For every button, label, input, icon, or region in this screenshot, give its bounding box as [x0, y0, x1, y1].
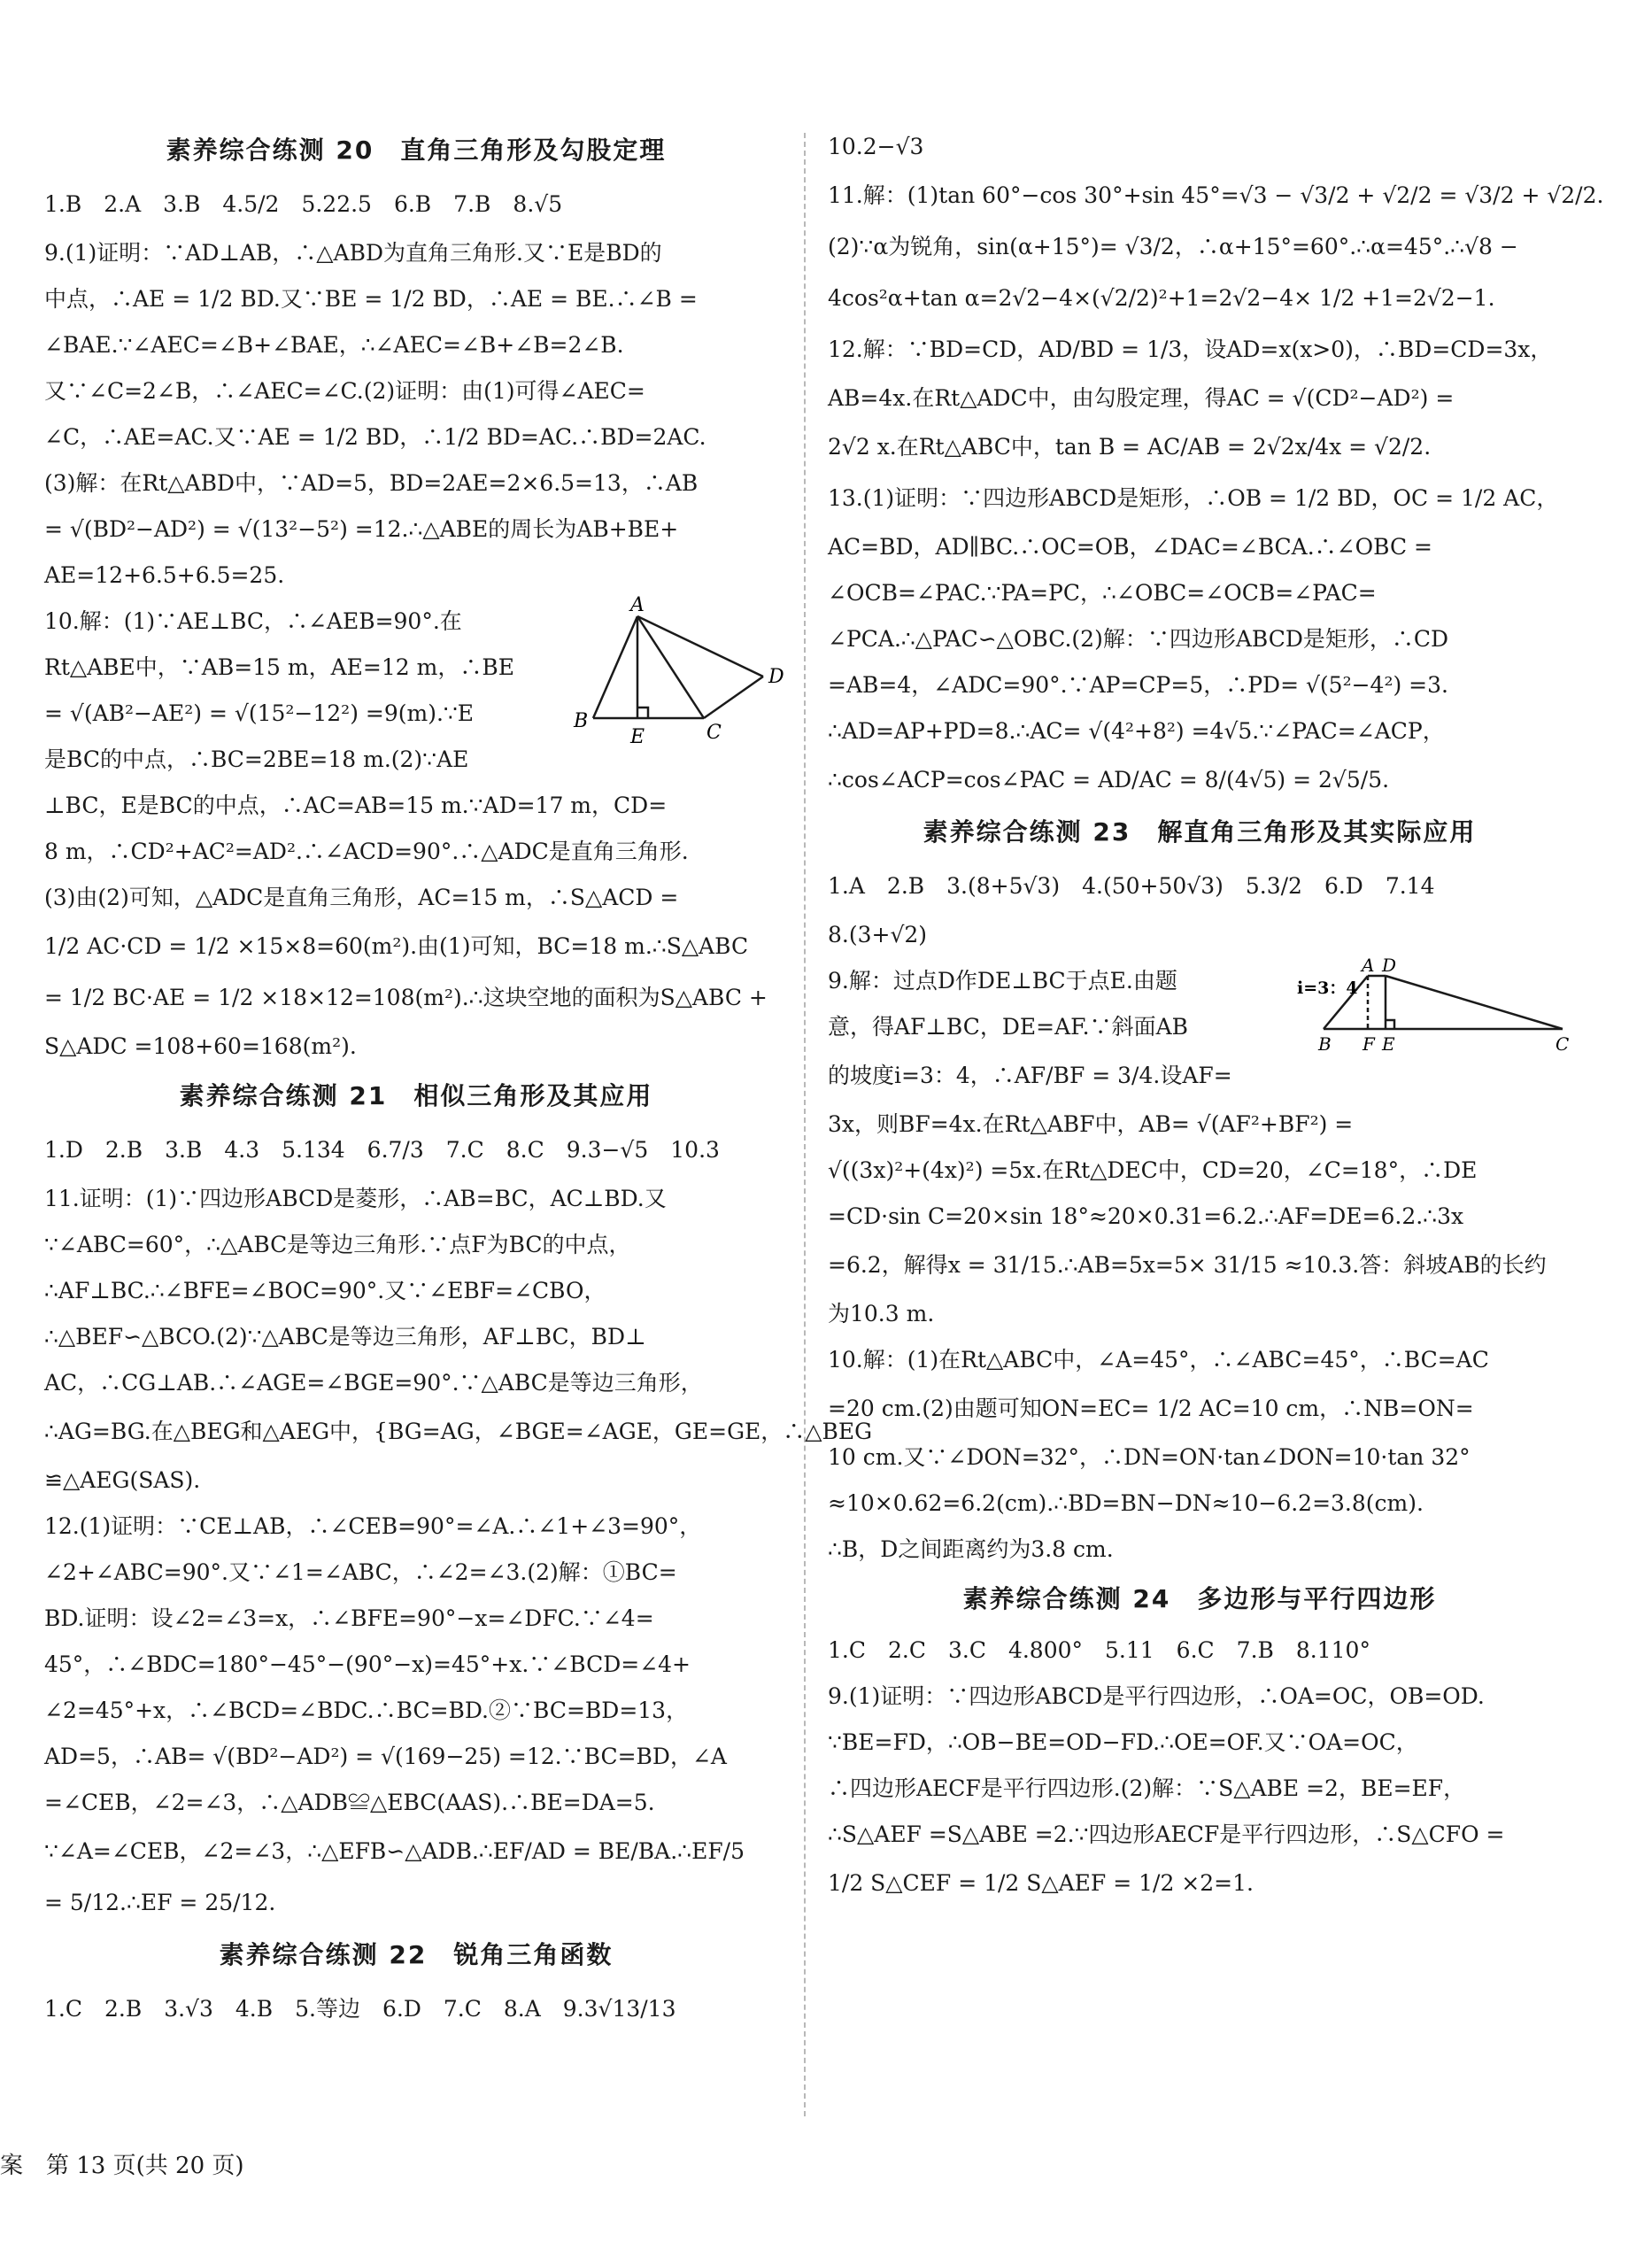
text-line: =CD·sin C=20×sin 18°≈20×0.31=6.2.∴AF=DE=6.2.∴3x [828, 1203, 1464, 1229]
text-line: 又∵∠C=2∠B，∴∠AEC=∠C.(2)证明：由(1)可得∠AEC= [44, 378, 645, 404]
text-line: 10.解：(1)在Rt△ABC中，∠A=45°，∴∠ABC=45°，∴BC=AC [828, 1347, 1489, 1373]
text-line: AE=12+6.5+6.5=25. [44, 562, 285, 588]
text-line: 1.C 2.B 3.√3 4.B 5.等边 6.D 7.C 8.A 9.3√13/13 [44, 1996, 676, 2022]
text-line: ∠C，∴AE=AC.又∵AE = 1/2 BD，∴1/2 BD=AC.∴BD=2AC. [44, 424, 706, 450]
text-line: 9.解：过点D作DE⊥BC于点E.由题 [828, 968, 1177, 994]
text-line: 9.(1)证明：∵四边形ABCD是平行四边形，∴OA=OC，OB=OD. [828, 1683, 1485, 1709]
text-line: ∠BAE.∵∠AEC=∠B+∠BAE，∴∠AEC=∠B+∠B=2∠B. [44, 332, 624, 358]
text-line: = 5/12.∴EF = 25/12. [44, 1890, 276, 1915]
section-title-21: 素养综合练测 21 相似三角形及其应用 [179, 1081, 653, 1110]
text-line: ⊥BC，E是BC的中点，∴AC=AB=15 m.∵AD=17 m，CD= [44, 793, 668, 818]
q9-text [828, 958, 1297, 1102]
text-line: = √(BD²−AD²) = √(13²−5²) =12.∴△ABE的周长为AB+BE+ [44, 516, 679, 542]
text-line: = √(AB²−AE²) = √(15²−12²) =9(m).∵E [44, 700, 475, 726]
text-line: = 1/2 BC·AE = 1/2 ×18×12=108(m²).∴这块空地的面积为S△ABC + [44, 985, 768, 1010]
text-line: ∴AF⊥BC.∴∠BFE=∠BOC=90°.又∵∠EBF=∠CBO， [44, 1278, 606, 1303]
text-line: ∴B，D之间距离约为3.8 cm. [828, 1536, 1114, 1562]
text-line: 的坡度i=3：4，∴AF/BF = 3/4.设AF= [828, 1063, 1232, 1088]
text-line: 1/2 S△CEF = 1/2 S△AEF = 1/2 ×2=1. [828, 1870, 1254, 1896]
text-line: (3)解：在Rt△ABD中，∵AD=5，BD=2AE=2×6.5=13，∴AB [44, 470, 699, 496]
triangle-abcd-figure [567, 594, 788, 776]
text-line: 2√2 x.在Rt△ABC中，tan B = AC/AB = 2√2x/4x = √2/2. [828, 434, 1432, 460]
label-b: B [574, 710, 589, 732]
label-d: D [768, 666, 784, 688]
text-line: 45°，∴∠BDC=180°−45°−(90°−x)=45°+x.∵∠BCD=∠4+ [44, 1651, 691, 1677]
label-c: C [706, 722, 722, 744]
q10-text [44, 599, 567, 783]
label-f: F [1363, 1033, 1375, 1055]
text-line: 11.证明：(1)∵四边形ABCD是菱形，∴AB=BC，AC⊥BD.又 [44, 1186, 667, 1211]
text-line: AC，∴CG⊥AB.∴∠AGE=∠BGE=90°.∵△ABC是等边三角形， [44, 1370, 703, 1396]
text-line: ∴S△AEF =S△ABE =2.∵四边形AECF是平行四边形，∴S△CFO = [828, 1821, 1505, 1847]
text-line: 1.A 2.B 3.(8+5√3) 4.(50+50√3) 5.3/2 6.D 7.14 [828, 873, 1435, 899]
text-line: 12.(1)证明：∵CE⊥AB，∴∠CEB=90°=∠A.∴∠1+∠3=90°， [44, 1513, 702, 1539]
text-line: ∴cos∠ACP=cos∠PAC = AD/AC = 8/(4√5) = 2√5/5. [828, 767, 1390, 793]
column-divider [804, 133, 806, 2116]
text-line: ∵BE=FD，∴OB−BE=OD−FD.∴OE=OF.又∵OA=OC， [828, 1729, 1418, 1755]
text-line: AB=4x.在Rt△ADC中，由勾股定理，得AC = √(CD²−AD²) = [828, 385, 1455, 411]
label-d: D [1382, 955, 1397, 976]
text-line: 中点，∴AE = 1/2 BD.又∵BE = 1/2 BD，∴AE = BE.∴∠B = [44, 286, 698, 312]
text-line: ∴四边形AECF是平行四边形.(2)解：∵S△ABE =2，BE=EF， [828, 1775, 1466, 1801]
text-line: 1.B 2.A 3.B 4.5/2 5.22.5 6.B 7.B 8.√5 [44, 191, 563, 217]
text-line: 13.(1)证明：∵四边形ABCD是矩形，∴OB = 1/2 BD，OC = 1/2 AC， [828, 485, 1559, 511]
slope-figure [1297, 955, 1571, 1064]
text-line: ∴AG=BG.在△BEG和△AEG中，{BG=AG，∠BGE=∠AGE，GE=GE，∴△BEG [44, 1419, 873, 1444]
label-c: C [1556, 1033, 1570, 1055]
text-line: AC=BD，AD∥BC.∴OC=OB，∠DAC=∠BCA.∴∠OBC = [828, 534, 1432, 560]
page-footer: 案 第 13 页(共 20 页) [0, 2153, 244, 2179]
text-line: ≌△AEG(SAS). [44, 1467, 201, 1493]
text-line: 3x，则BF=4x.在Rt△ABF中，AB= √(AF²+BF²) = [828, 1111, 1354, 1137]
label-b: B [1318, 1033, 1332, 1055]
section-title-20: 素养综合练测 20 直角三角形及勾股定理 [166, 135, 667, 165]
text-line: AD=5，∴AB= √(BD²−AD²) = √(169−25) =12.∵BC=BD，∠A [44, 1744, 727, 1769]
text-line: 9.(1)证明：∵AD⊥AB，∴△ABD为直角三角形.又∵E是BD的 [44, 240, 662, 266]
text-line: ∴△BEF∽△BCO.(2)∵△ABC是等边三角形，AF⊥BC，BD⊥ [44, 1324, 646, 1350]
right-column [828, 124, 1604, 1909]
left-column [44, 124, 873, 2035]
text-line: BD.证明：设∠2=∠3=x，∴∠BFE=90°−x=∠DFC.∵∠4= [44, 1605, 654, 1631]
text-line: 10.解：(1)∵AE⊥BC，∴∠AEB=90°.在 [44, 608, 462, 634]
text-line: 11.解：(1)tan 60°−cos 30°+sin 45°=√3 − √3/2 + √2/2 = √3/2 + √2/2. [828, 182, 1604, 208]
text-line: (3)由(2)可知，△ADC是直角三角形，AC=15 m，∴S△ACD = [44, 885, 679, 910]
text-line: =20 cm.(2)由题可知ON=EC= 1/2 AC=10 cm，∴NB=ON= [828, 1396, 1474, 1421]
text-line: ∠2=45°+x，∴∠BCD=∠BDC.∴BC=BD.②∵BC=BD=13， [44, 1698, 689, 1723]
label-e: E [1382, 1033, 1395, 1055]
section-title-23: 素养综合练测 23 解直角三角形及其实际应用 [922, 817, 1477, 847]
text-line: 4cos²α+tan α=2√2−4×(√2/2)²+1=2√2−4× 1/2 +1=2√2−1. [828, 285, 1495, 311]
text-line: ∵∠A=∠CEB，∠2=∠3，∴△EFB∽△ADB.∴EF/AD = BE/BA.∴EF/5 [44, 1838, 745, 1864]
label-a: A [630, 594, 645, 616]
text-line: ∠2+∠ABC=90°.又∵∠1=∠ABC，∴∠2=∠3.(2)解：①BC= [44, 1559, 677, 1585]
text-line: 10 cm.又∵∠DON=32°，∴DN=ON·tan∠DON=10·tan 32° [828, 1444, 1471, 1470]
text-line: 8.(3+√2) [828, 922, 928, 947]
text-line: S△ADC =108+60=168(m²). [44, 1033, 357, 1059]
text-line: 1.C 2.C 3.C 4.800° 5.11 6.C 7.B 8.110° [828, 1637, 1370, 1663]
text-line: =6.2，解得x = 31/15.∴AB=5x=5× 31/15 ≈10.3.答：斜坡AB的长约 [828, 1252, 1547, 1278]
text-line: ∴AD=AP+PD=8.∴AC= √(4²+8²) =4√5.∵∠PAC=∠ACP， [828, 718, 1445, 744]
text-line: 1.D 2.B 3.B 4.3 5.134 6.7/3 7.C 8.C 9.3−√5 10.3 [44, 1137, 720, 1163]
text-line: =∠CEB，∠2=∠3，∴△ADB≌△EBC(AAS).∴BE=DA=5. [44, 1790, 655, 1815]
text-line: 12.解：∵BD=CD，AD/BD = 1/3，设AD=x(x>0)，∴BD=CD=3x， [828, 336, 1553, 362]
q10-block [44, 594, 788, 783]
section-title-22: 素养综合练测 22 锐角三角函数 [219, 1940, 614, 1969]
text-line: ∵∠ABC=60°，∴△ABC是等边三角形.∵点F为BC的中点， [44, 1232, 631, 1257]
text-line: =AB=4，∠ADC=90°.∵AP=CP=5，∴PD= √(5²−4²) =3. [828, 672, 1448, 698]
text-line: 1/2 AC·CD = 1/2 ×15×8=60(m²).由(1)可知，BC=18 m.∴S△ABC [44, 933, 749, 959]
text-line: ∠PCA.∴△PAC∽△OBC.(2)解：∵四边形ABCD是矩形，∴CD [828, 626, 1449, 652]
text-line: Rt△ABE中，∵AB=15 m，AE=12 m，∴BE [44, 654, 514, 680]
label-a: A [1362, 955, 1375, 976]
text-line: 意，得AF⊥BC，DE=AF.∵斜面AB [828, 1014, 1188, 1040]
text-line: 为10.3 m. [828, 1301, 935, 1326]
text-line: 10.2−√3 [828, 134, 924, 159]
section-title-24: 素养综合练测 24 多边形与平行四边形 [962, 1584, 1437, 1613]
text-line: 8 m，∴CD²+AC²=AD².∴∠ACD=90°.∴△ADC是直角三角形. [44, 839, 689, 864]
label-e: E [630, 726, 645, 748]
text-line: 是BC的中点，∴BC=2BE=18 m.(2)∵AE [44, 746, 469, 772]
text-line: √((3x)²+(4x)²) =5x.在Rt△DEC中，CD=20，∠C=18°，∴DE [828, 1157, 1478, 1183]
text-line: ≈10×0.62=6.2(cm).∴BD=BN−DN≈10−6.2=3.8(cm). [828, 1490, 1424, 1516]
slope-ratio-label: i=3：4 [1297, 978, 1358, 998]
q9-block [828, 955, 1571, 1102]
text-line: ∠OCB=∠PAC.∵PA=PC，∴∠OBC=∠OCB=∠PAC= [828, 580, 1377, 606]
text-line: (2)∵α为锐角，sin(α+15°)= √3/2，∴α+15°=60°.∴α=45°.∴√8 − [828, 234, 1518, 259]
